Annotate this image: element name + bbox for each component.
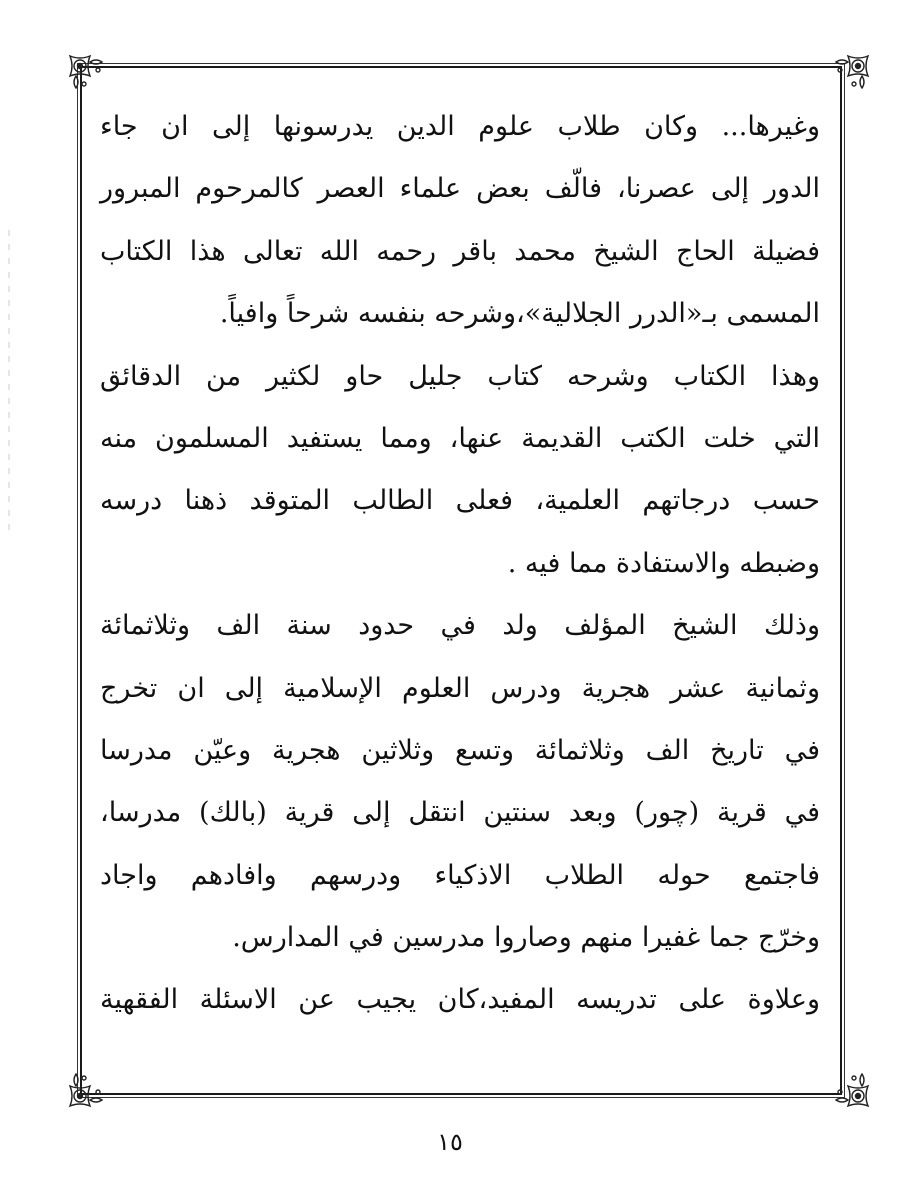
corner-ornament-top-right — [826, 52, 872, 98]
text-line: فضيلة الحاج الشيخ محمد باقر رحمه الله تعالى هذا الكتاب — [100, 235, 820, 267]
text-line: وضبطه والاستفادة مما فيه . — [507, 547, 820, 579]
text-line: التي خلت الكتب القديمة عنها، ومما يستفيد المسلمون منه — [100, 422, 820, 454]
corner-ornament-top-left — [66, 52, 112, 98]
text-line: في قرية (چور) وبعد سنتين انتقل إلى قرية (بالك) مدرسا، — [100, 797, 820, 829]
text-line: حسب درجاتهم العلمية، فعلى الطالب المتوقد ذهنا درسه — [100, 485, 820, 517]
corner-ornament-bottom-left — [66, 1064, 112, 1110]
corner-ornament-bottom-right — [826, 1064, 872, 1110]
scan-artifact — [8, 230, 10, 530]
text-line: وخرّج جما غفيرا منهم وصاروا مدرسين في المدارس. — [232, 922, 820, 954]
text-line: فاجتمع حوله الطلاب الاذكياء ودرسهم وافادهم واجاد — [100, 859, 820, 891]
page-number: ١٥ — [437, 1128, 463, 1156]
body-text — [100, 96, 820, 1032]
text-line: وثمانية عشر هجرية ودرس العلوم الإسلامية إلى ان تخرج — [100, 672, 820, 704]
text-line: وذلك الشيخ المؤلف ولد في حدود سنة الف وثلاثمائة — [100, 610, 820, 642]
text-line: وغيرها... وكان طلاب علوم الدين يدرسونها إلى ان جاء — [100, 111, 820, 142]
text-line: في تاريخ الف وثلاثمائة وتسع وثلاثين هجرية وعيّن مدرسا — [100, 734, 820, 766]
text-line: وعلاوة على تدريسه المفيد،كان يجيب عن الاسئلة الفقهية — [100, 984, 820, 1016]
text-line: وهذا الكتاب وشرحه كتاب جليل حاو لكثير من الدقائق — [100, 360, 820, 392]
text-line: المسمى بـ«الدرر الجلالية»،وشرحه بنفسه شرحاً وافياً. — [219, 298, 820, 330]
text-line: الدور إلى عصرنا، فالّف بعض علماء العصر كالمرحوم المبرور — [100, 173, 820, 205]
